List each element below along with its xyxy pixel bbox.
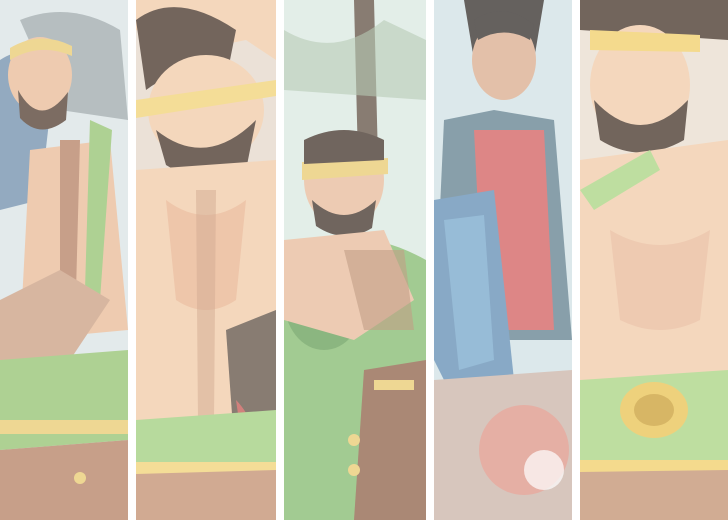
panel-gutter xyxy=(128,0,136,520)
panel-4-illustration xyxy=(434,0,572,520)
panel-gutter xyxy=(426,0,434,520)
comic-panel-1 xyxy=(0,0,128,520)
comic-panel-4 xyxy=(434,0,572,520)
panel-5-illustration xyxy=(580,0,728,520)
panel-3-illustration xyxy=(284,0,426,520)
comic-panel-5 xyxy=(580,0,728,520)
comic-panel-2 xyxy=(136,0,276,520)
panel-gutter xyxy=(276,0,284,520)
panel-gutter xyxy=(572,0,580,520)
panel-1-illustration xyxy=(0,0,128,520)
panel-2-illustration xyxy=(136,0,276,520)
comic-panel-3 xyxy=(284,0,426,520)
